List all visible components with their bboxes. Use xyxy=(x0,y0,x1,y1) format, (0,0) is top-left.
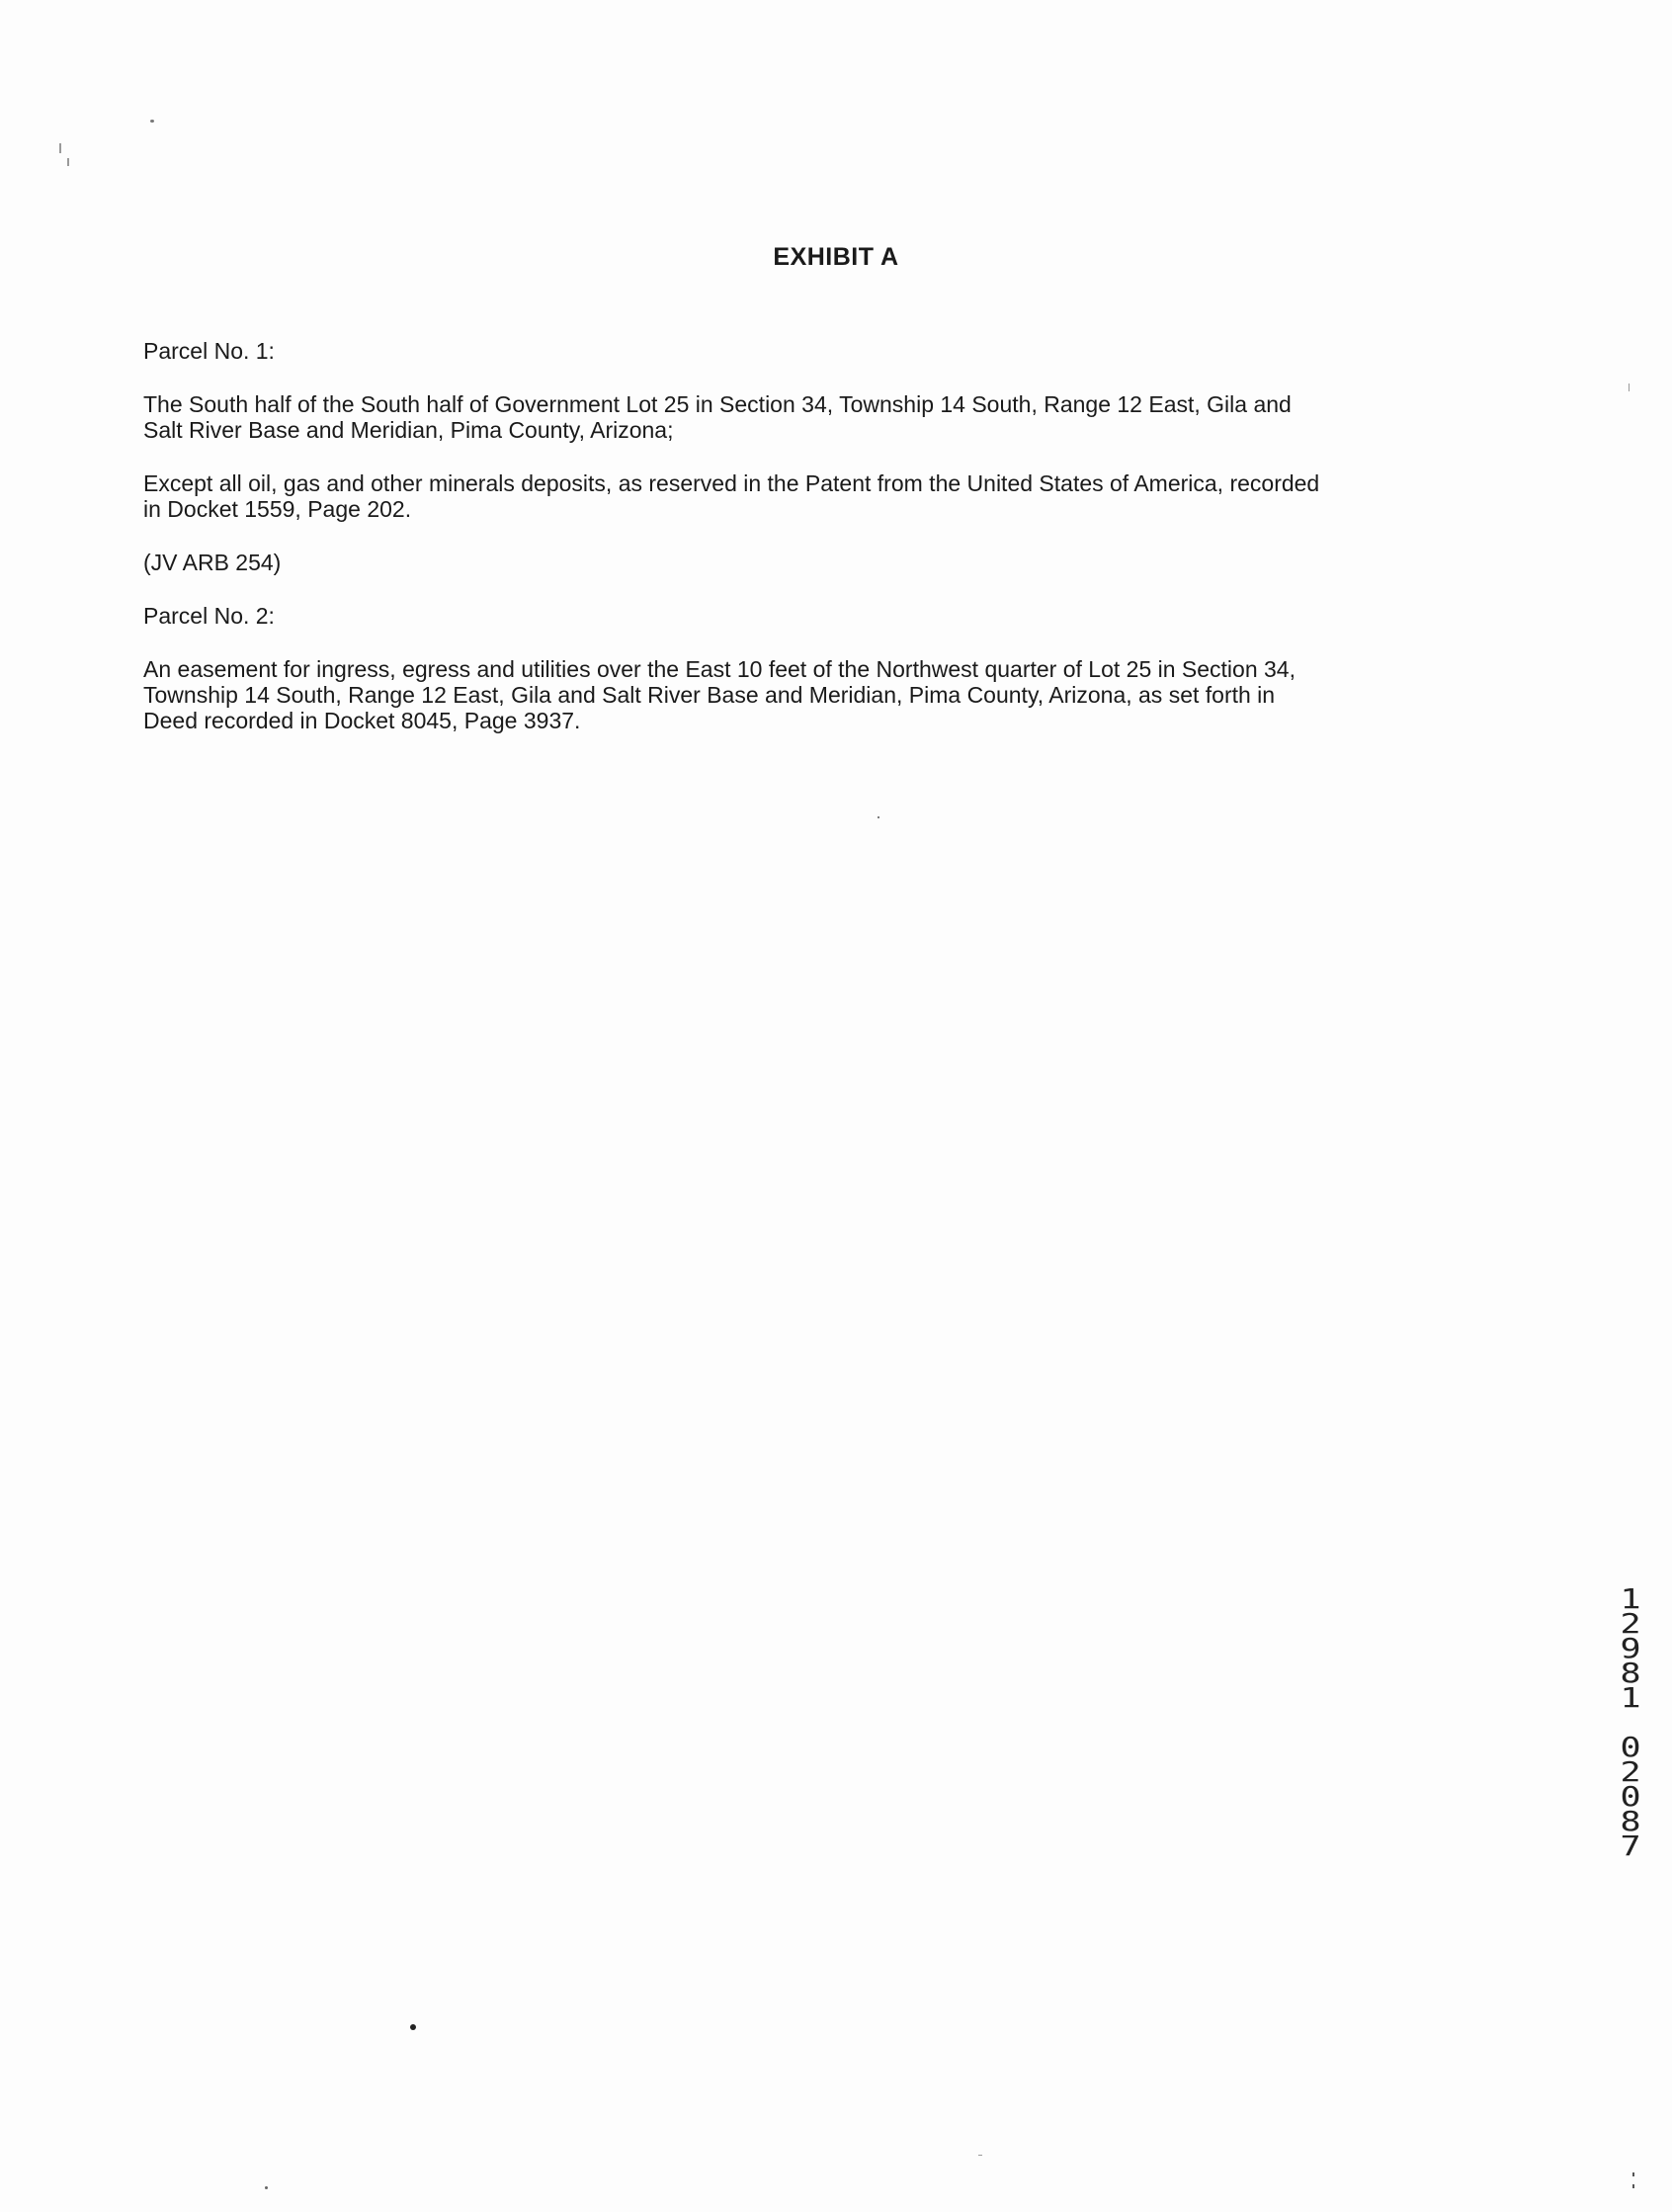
parcel-1-heading: Parcel No. 1: xyxy=(143,338,275,364)
document-body xyxy=(143,338,1527,761)
stamp-digit: 0 xyxy=(1620,1780,1641,1813)
stamp-digit: 7 xyxy=(1620,1829,1641,1862)
scan-mark xyxy=(1629,383,1630,391)
stamp-digit: 2 xyxy=(1620,1607,1641,1640)
scan-speck xyxy=(265,2186,268,2189)
parcel-1-reference: (JV ARB 254) xyxy=(143,550,282,575)
parcel-1-description: The South half of the South half of Government Lot 25 in Section 34, Township 14 South, Range 12 East, Gila and Salt River Base and Meridian, Pima County, Arizona; xyxy=(143,391,1292,443)
scan-mark xyxy=(1632,2172,1634,2176)
parcel-2-description: An easement for ingress, egress and utilities over the East 10 feet of the Northwest quarter of Lot 25 in Section 34, Township 14 South, Range 12 East, Gila and Salt River Base and Meridian, Pima County, Arizona, as set forth in Deed recorded in Docket 8045, Page 3937. xyxy=(143,656,1296,733)
stamp-digit: 1 xyxy=(1620,1582,1641,1615)
parcel-2-heading: Parcel No. 2: xyxy=(143,603,275,629)
scan-speck xyxy=(410,2024,416,2030)
parcel-1-exception: Except all oil, gas and other minerals deposits, as reserved in the Patent from the United States of America, recorded in Docket 1559, Page 202. xyxy=(143,470,1320,522)
scan-mark xyxy=(67,158,69,166)
stamp-digit: 2 xyxy=(1620,1755,1641,1788)
scan-mark xyxy=(59,143,61,153)
stamp-digit: 8 xyxy=(1620,1805,1641,1837)
stamp-digit: 8 xyxy=(1620,1657,1641,1689)
stamp-digit: 9 xyxy=(1620,1632,1641,1664)
scan-speck xyxy=(150,120,154,123)
recording-number-stamp xyxy=(1606,1582,1655,1862)
stamp-digit: 1 xyxy=(1620,1681,1641,1714)
scan-mark xyxy=(1632,2184,1634,2188)
scan-mark xyxy=(978,2155,982,2156)
exhibit-title: EXHIBIT A xyxy=(773,243,899,271)
stamp-digit: 0 xyxy=(1620,1731,1641,1763)
scan-speck xyxy=(878,816,879,818)
